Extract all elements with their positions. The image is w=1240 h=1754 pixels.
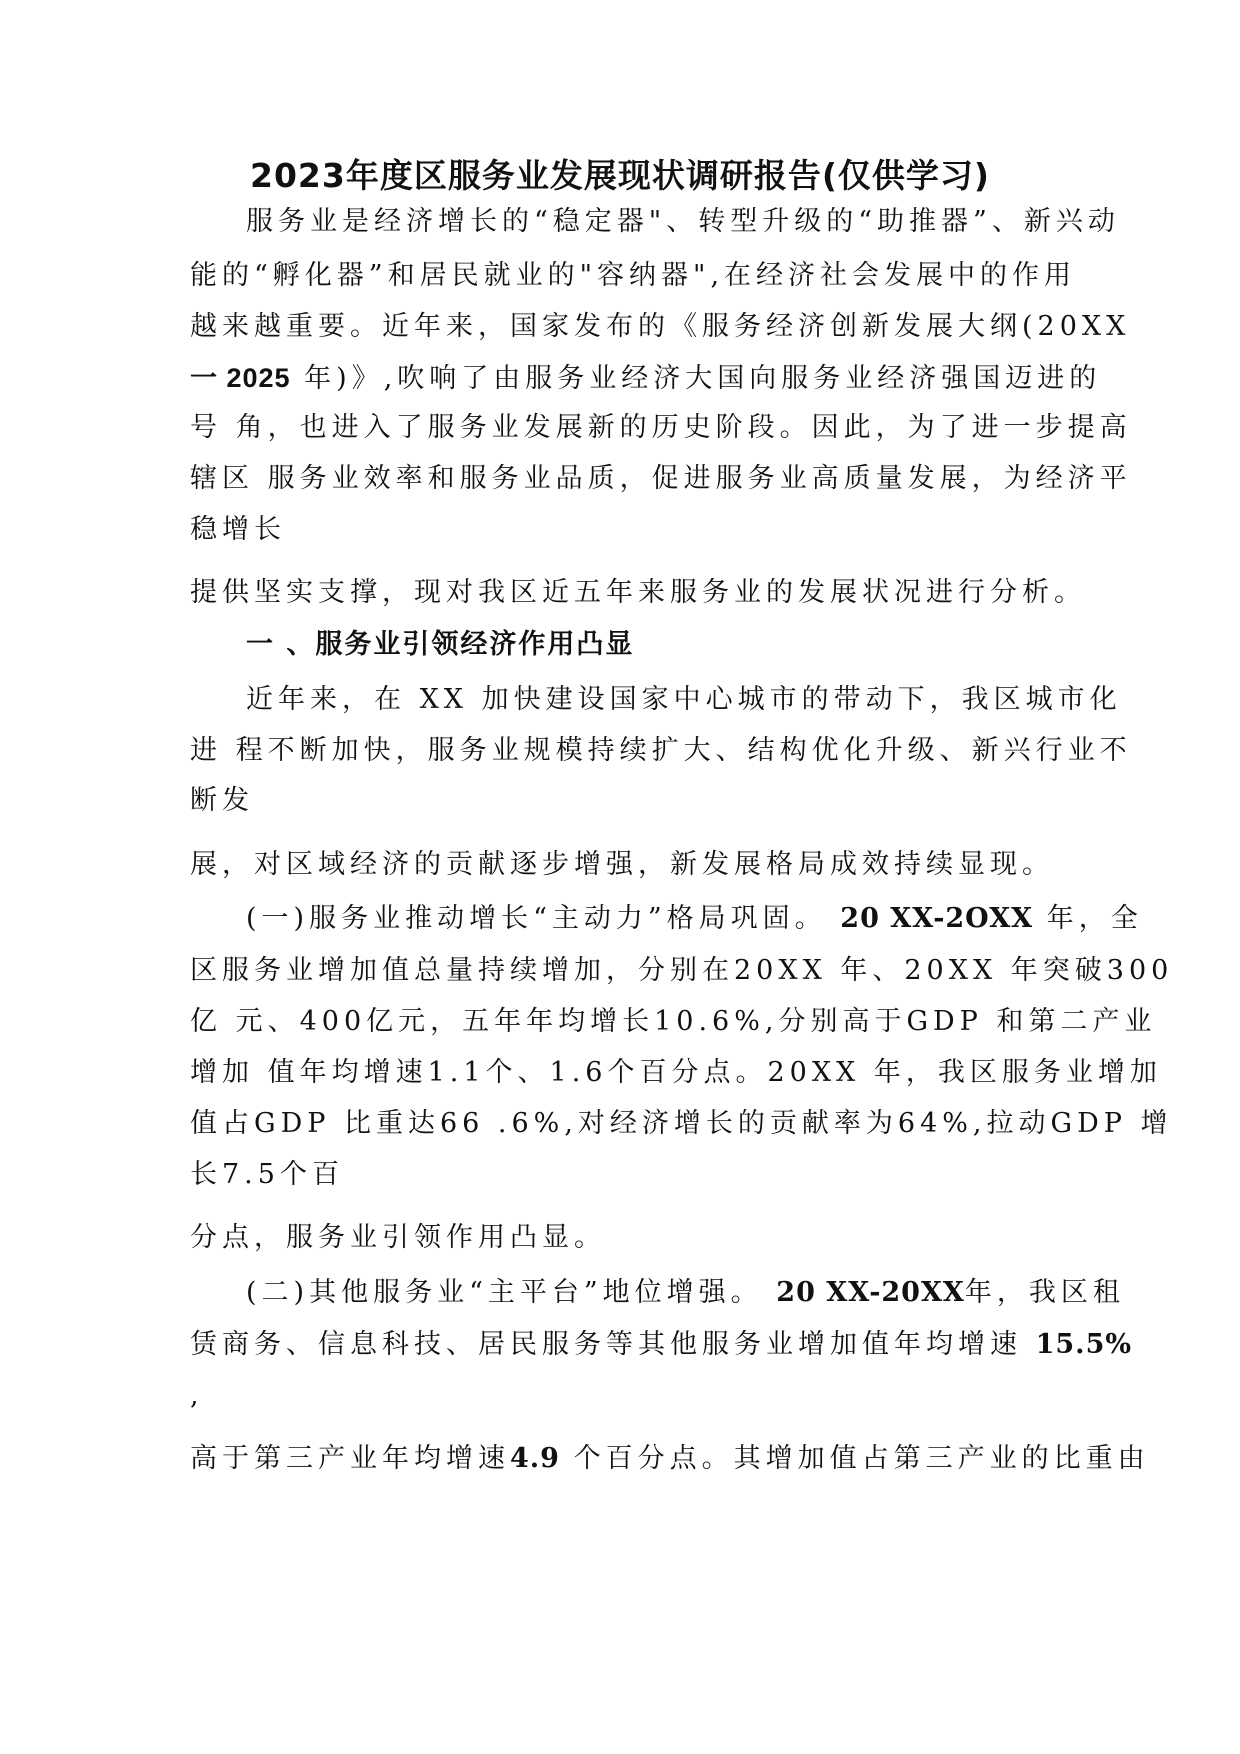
text-line: ,: [190, 1380, 204, 1411]
text-line: 分点，服务业引领作用凸显。: [190, 1222, 606, 1253]
text-line: [246, 899, 1143, 939]
text-line: 进 程不断加快，服务业规模持续扩大、结构优化升级、新兴行业不: [190, 735, 1132, 766]
year-range: 20 XX-20XX: [776, 1277, 965, 1308]
text-line: 长7.5个百: [190, 1159, 344, 1190]
percentage-points: 4.9: [510, 1443, 560, 1474]
text-line: 近年来，在 XX 加快建设国家中心城市的带动下，我区城市化: [246, 684, 1122, 715]
section-heading: 一 、服务业引领经济作用凸显: [246, 629, 635, 660]
growth-rate: 15.5%: [1035, 1329, 1133, 1360]
text-line: [190, 1325, 1132, 1365]
text-segment: 年，全: [1046, 903, 1143, 934]
subsection-lead: (二)其他服务业“主平台”地位增强。: [246, 1277, 763, 1308]
text-line: 区服务业增加值总量持续增加，分别在20XX 年、20XX 年突破300: [190, 955, 1174, 986]
text-line: [246, 1273, 1125, 1313]
text-line: 亿 元、400亿元，五年年均增长10.6%,分别高于GDP 和第二产业: [190, 1006, 1157, 1037]
text-line: 展，对区域经济的贡献逐步增强，新发展格局成效持续显现。: [190, 849, 1054, 880]
text-line: 增加 值年均增速1.1个、1.6个百分点。20XX 年，我区服务业增加: [190, 1057, 1162, 1088]
subsection-lead: (一)服务业推动增长“主动力”格局巩固。: [246, 903, 827, 934]
year-range-end: 一 2025: [190, 363, 291, 393]
text-line: 稳增长: [190, 514, 286, 545]
text-line: [190, 1439, 1150, 1479]
text-line: 断发: [190, 785, 254, 816]
text-segment: 年)》,吹响了由服务业经济大国向服务业经济强国迈进的: [304, 363, 1102, 394]
text-line: 提供坚实支撑，现对我区近五年来服务业的发展状况进行分析。: [190, 577, 1086, 608]
text-segment: 高于第三产业年均增速: [190, 1443, 510, 1474]
text-line: 服务业是经济增长的“稳定器"、转型升级的“助推器”、新兴动: [246, 206, 1120, 237]
text-segment: 个百分点。其增加值占第三产业的比重由: [573, 1443, 1150, 1474]
year-range: 20 XX-2OXX: [840, 903, 1034, 934]
document-title: 2023年度区服务业发展现状调研报告(仅供学习): [249, 156, 990, 195]
text-segment: 赁商务、信息科技、居民服务等其他服务业增加值年均增速: [190, 1329, 1022, 1360]
text-line: 越来越重要。近年来，国家发布的《服务经济创新发展大纲(20XX: [190, 311, 1131, 342]
text-line: 号 角，也进入了服务业发展新的历史阶段。因此，为了进一步提高: [190, 412, 1132, 443]
text-line: [190, 358, 1101, 398]
text-line: 辖区 服务业效率和服务业品质，促进服务业高质量发展，为经济平: [190, 463, 1132, 494]
text-line: 能的“孵化器”和居民就业的"容纳器",在经济社会发展中的作用: [190, 260, 1077, 291]
text-line: 值占GDP 比重达66 .6%,对经济增长的贡献率为64%,拉动GDP 增: [190, 1108, 1173, 1139]
text-segment: 年，我区租: [964, 1277, 1125, 1308]
